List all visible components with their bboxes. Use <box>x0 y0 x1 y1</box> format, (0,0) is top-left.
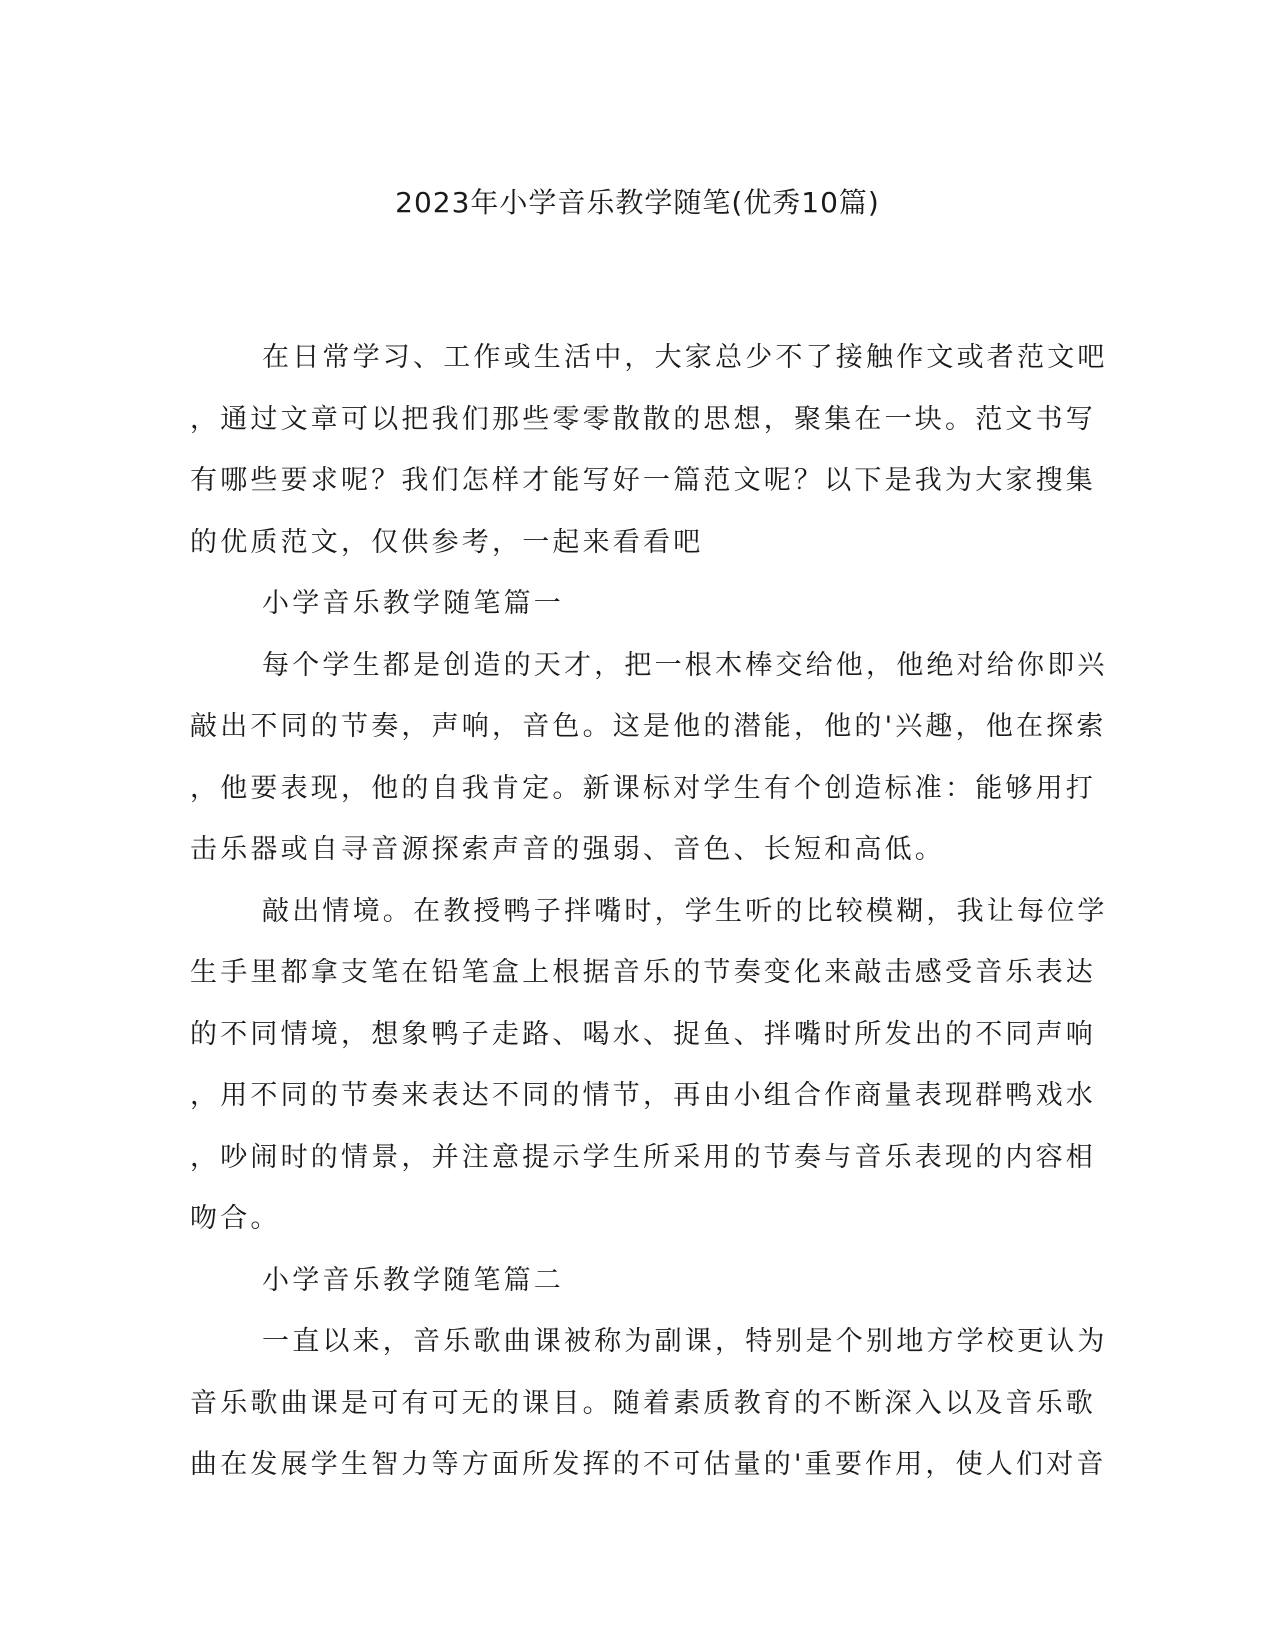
text-line: 在日常学习、工作或生活中，大家总少不了接触作文或者范文吧 <box>262 342 1108 373</box>
text-line: 的优质范文，仅供参考，一起来看看吧 <box>190 526 704 558</box>
text-line: 曲在发展学生智力等方面所发挥的不可估量的'重要作用，使人们对音 <box>190 1449 1107 1480</box>
text-line: 一直以来，音乐歌曲课被称为副课，特别是个别地方学校更认为 <box>262 1326 1108 1357</box>
text-line: 小学音乐教学随笔篇二 <box>262 1264 564 1296</box>
document-title: 2023年小学音乐教学随笔(优秀10篇) <box>395 186 880 219</box>
text-line: 敲出不同的节奏，声响，音色。这是他的潜能，他的'兴趣，他在探索 <box>190 711 1107 742</box>
text-line: 小学音乐教学随笔篇一 <box>262 588 564 619</box>
text-line: 击乐器或自寻音源探索声音的强弱、音色、长短和高低。 <box>190 834 945 865</box>
text-line: ，通过文章可以把我们那些零零散散的思想，聚集在一块。范文书写 <box>190 403 1096 435</box>
document-body <box>190 327 1108 1496</box>
text-line: ，吵闹时的情景，并注意提示学生所采用的节奏与音乐表现的内容相 <box>190 1141 1096 1173</box>
text-line: ，他要表现，他的自我肯定。新课标对学生有个创造标准：能够用打 <box>190 772 1096 804</box>
text-line: 音乐歌曲课是可有可无的课目。随着素质教育的不断深入以及音乐歌 <box>190 1387 1096 1419</box>
text-line: 有哪些要求呢？我们怎样才能写好一篇范文呢？以下是我为大家搜集 <box>190 465 1096 496</box>
text-line: 吻合。 <box>190 1203 281 1234</box>
text-line: 的不同情境，想象鸭子走路、喝水、捉鱼、拌嘴时所发出的不同声响 <box>190 1018 1096 1050</box>
text-line: 敲出情境。在教授鸭子拌嘴时，学生听的比较模糊，我让每位学 <box>262 895 1108 927</box>
text-line: 生手里都拿支笔在铅笔盒上根据音乐的节奏变化来敲击感受音乐表达 <box>190 957 1096 988</box>
text-line: 每个学生都是创造的天才，把一根木棒交给他，他绝对给你即兴 <box>262 649 1108 681</box>
text-line: ，用不同的节奏来表达不同的情节，再由小组合作商量表现群鸭戏水 <box>190 1080 1096 1111</box>
